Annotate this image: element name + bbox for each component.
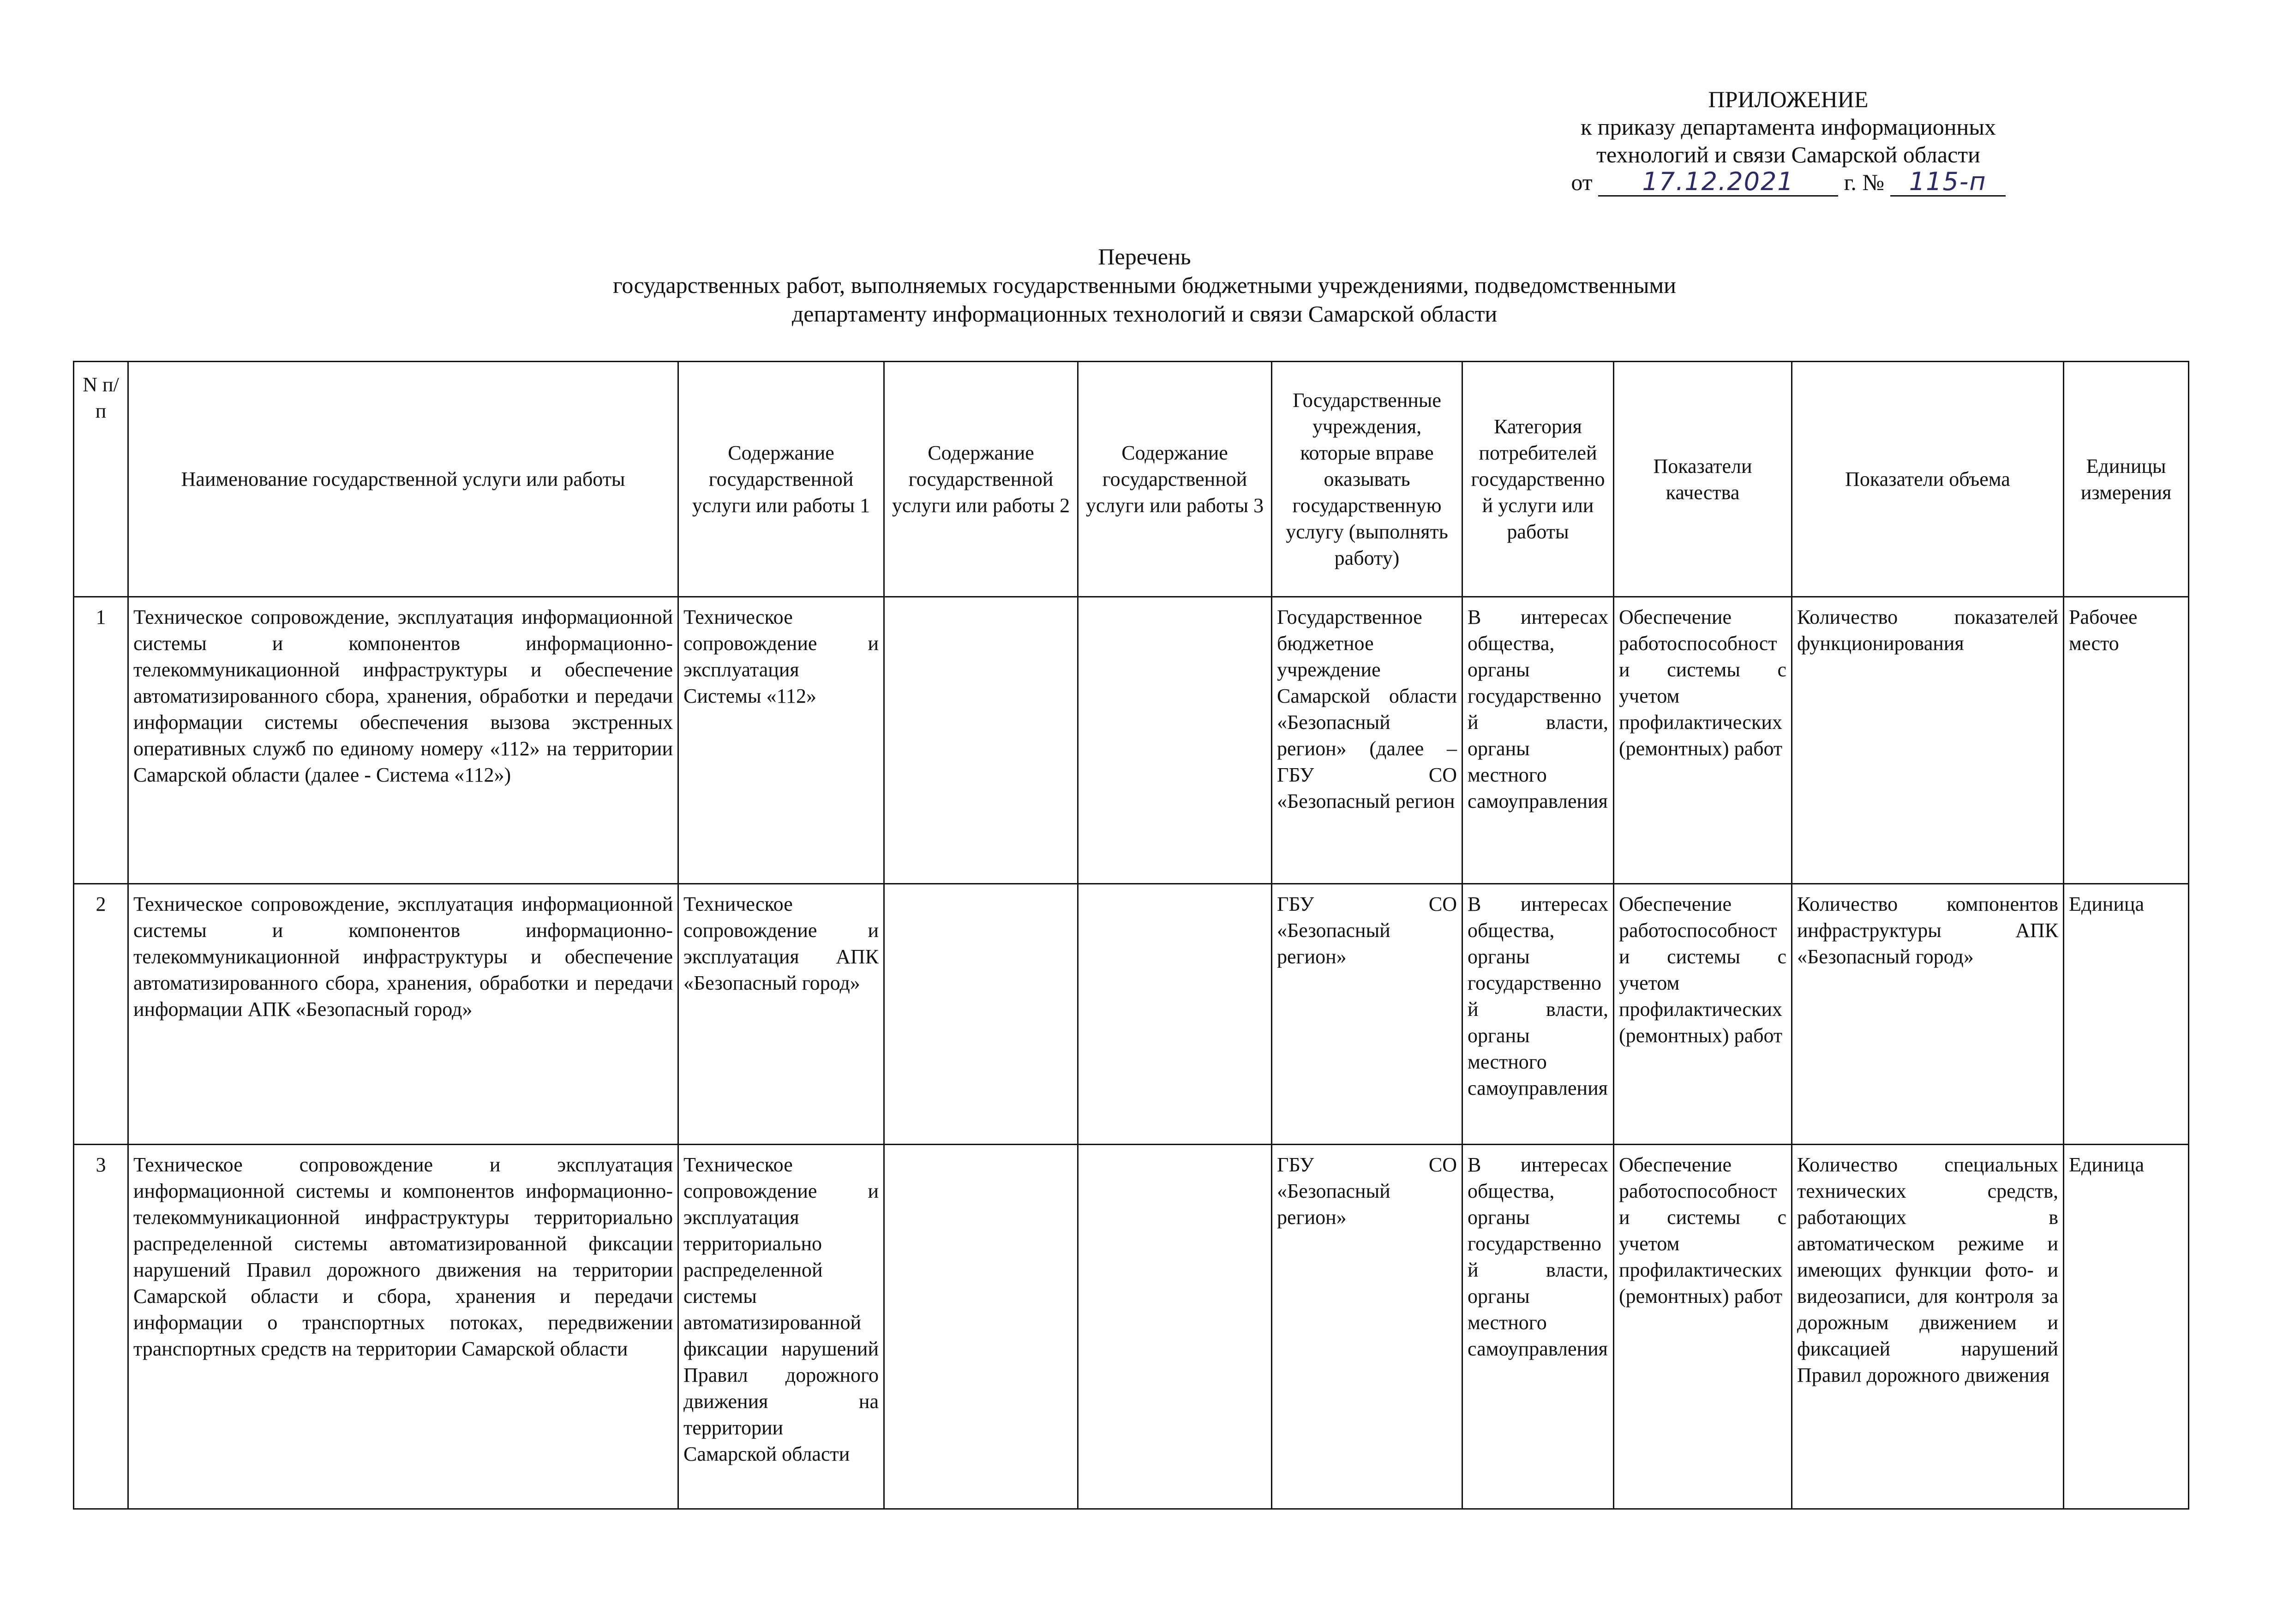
title-line-1: Перечень	[1098, 244, 1191, 269]
header-unit: Единицы измерения	[2064, 362, 2189, 597]
cell-institution: ГБУ СО «Безопасный регион»	[1272, 1145, 1462, 1509]
cell-quality: Обеспечение работоспособности системы с учетом профилактических (ремонтных) работ	[1614, 1145, 1792, 1509]
cell-unit: Рабочее место	[2064, 597, 2189, 884]
cell-content-3	[1078, 597, 1272, 884]
cell-name: Техническое сопровождение, эксплуатация информационной системы и компонентов информационно-телекоммуникационной инфраструктуры и обеспечение автоматизированного сбора, хранения, обработки и передачи информации АПК «Безопасный город»	[128, 884, 678, 1145]
header-content-2: Содержание государственной услуги или работы 2	[884, 362, 1078, 597]
appendix-title: ПРИЛОЖЕНИЕ	[1708, 86, 1869, 112]
cell-content-2	[884, 884, 1078, 1145]
cell-quality: Обеспечение работоспособности системы с учетом профилактических (ремонтных) работ	[1614, 597, 1792, 884]
header-content-1: Содержание государственной услуги или работы 1	[678, 362, 884, 597]
cell-content-3	[1078, 1145, 1272, 1509]
handwritten-number: 115-п	[1909, 167, 1987, 196]
cell-content-1: Техническое сопровождение и эксплуатация АПК «Безопасный город»	[678, 884, 884, 1145]
cell-unit: Единица	[2064, 884, 2189, 1145]
appendix-date-line	[1523, 168, 2054, 197]
table-row	[74, 1145, 2189, 1509]
works-table	[73, 361, 2189, 1510]
cell-num: 1	[74, 597, 128, 884]
cell-content-2	[884, 1145, 1078, 1509]
cell-volume: Количество показателей функционирования	[1792, 597, 2064, 884]
header-content-3: Содержание государственной услуги или работы 3	[1078, 362, 1272, 597]
cell-consumers: В интересах общества, органы государственной власти, органы местного самоуправления	[1462, 597, 1614, 884]
cell-volume: Количество специальных технических средств, работающих в автоматическом режиме и имеющих функции фото- и видеозаписи, для контроля за дорожным движением и фиксацией нарушений Правил дорожного движения	[1792, 1145, 2064, 1509]
header-consumers: Категория потребителей государственной услуги или работы	[1462, 362, 1614, 597]
table-header-row	[74, 362, 2189, 597]
header-institution: Государственные учреждения, которые вправе оказывать государственную услугу (выполнять работу)	[1272, 362, 1462, 597]
cell-institution: Государственное бюджетное учреждение Самарской области «Безопасный регион» (далее – ГБУ СО «Безопасный регион	[1272, 597, 1462, 884]
cell-content-3	[1078, 884, 1272, 1145]
from-label: от	[1571, 169, 1593, 195]
cell-unit: Единица	[2064, 1145, 2189, 1509]
appendix-line-2: технологий и связи Самарской области	[1596, 142, 1980, 167]
table-row	[74, 597, 2189, 884]
cell-consumers: В интересах общества, органы государственной власти, органы местного самоуправления	[1462, 884, 1614, 1145]
cell-content-1: Техническое сопровождение и эксплуатация Системы «112»	[678, 597, 884, 884]
cell-volume: Количество компонентов инфраструктуры АПК «Безопасный город»	[1792, 884, 2064, 1145]
appendix-block	[1523, 85, 2054, 197]
cell-consumers: В интересах общества, органы государственной власти, органы местного самоуправления	[1462, 1145, 1614, 1509]
cell-institution: ГБУ СО «Безопасный регион»	[1272, 884, 1462, 1145]
number-label: г. №	[1844, 169, 1885, 195]
cell-num: 2	[74, 884, 128, 1145]
appendix-line-1: к приказу департамента информационных	[1581, 114, 1996, 140]
cell-name: Техническое сопровождение и эксплуатация информационной системы и компонентов информационно-телекоммуникационной инфраструктуры территориально распределенной системы автоматизированной фиксации нарушений Правил дорожного движения на территории Самарской области и сбора, хранения и передачи информации о транспортных потоках, передвижении транспортных средств на территории Самарской области	[128, 1145, 678, 1509]
header-quality: Показатели качества	[1614, 362, 1792, 597]
table-row	[74, 884, 2189, 1145]
cell-content-2	[884, 597, 1078, 884]
number-field	[1890, 169, 2006, 197]
cell-name: Техническое сопровождение, эксплуатация информационной системы и компонентов информационно-телекоммуникационной инфраструктуры и обеспечение автоматизированного сбора, хранения, обработки и передачи информации системы обеспечения вызова экстренных оперативных служб по единому номеру «112» на территории Самарской области (далее - Система «112»)	[128, 597, 678, 884]
date-field	[1598, 169, 1838, 197]
handwritten-date: 17.12.2021	[1642, 167, 1794, 196]
cell-quality: Обеспечение работоспособности системы с учетом профилактических (ремонтных) работ	[1614, 884, 1792, 1145]
header-name: Наименование государственной услуги или работы	[128, 362, 678, 597]
document-title	[0, 242, 2289, 328]
title-line-3: департаменту информационных технологий и связи Самарской области	[791, 301, 1498, 327]
cell-num: 3	[74, 1145, 128, 1509]
header-num: N п/п	[74, 362, 128, 597]
title-line-2: государственных работ, выполняемых государственными бюджетными учреждениями, подведомственными	[613, 272, 1676, 298]
header-volume: Показатели объема	[1792, 362, 2064, 597]
cell-content-1: Техническое сопровождение и эксплуатация территориально распределенной системы автоматизированной фиксации нарушений Правил дорожного движения на территории Самарской области	[678, 1145, 884, 1509]
